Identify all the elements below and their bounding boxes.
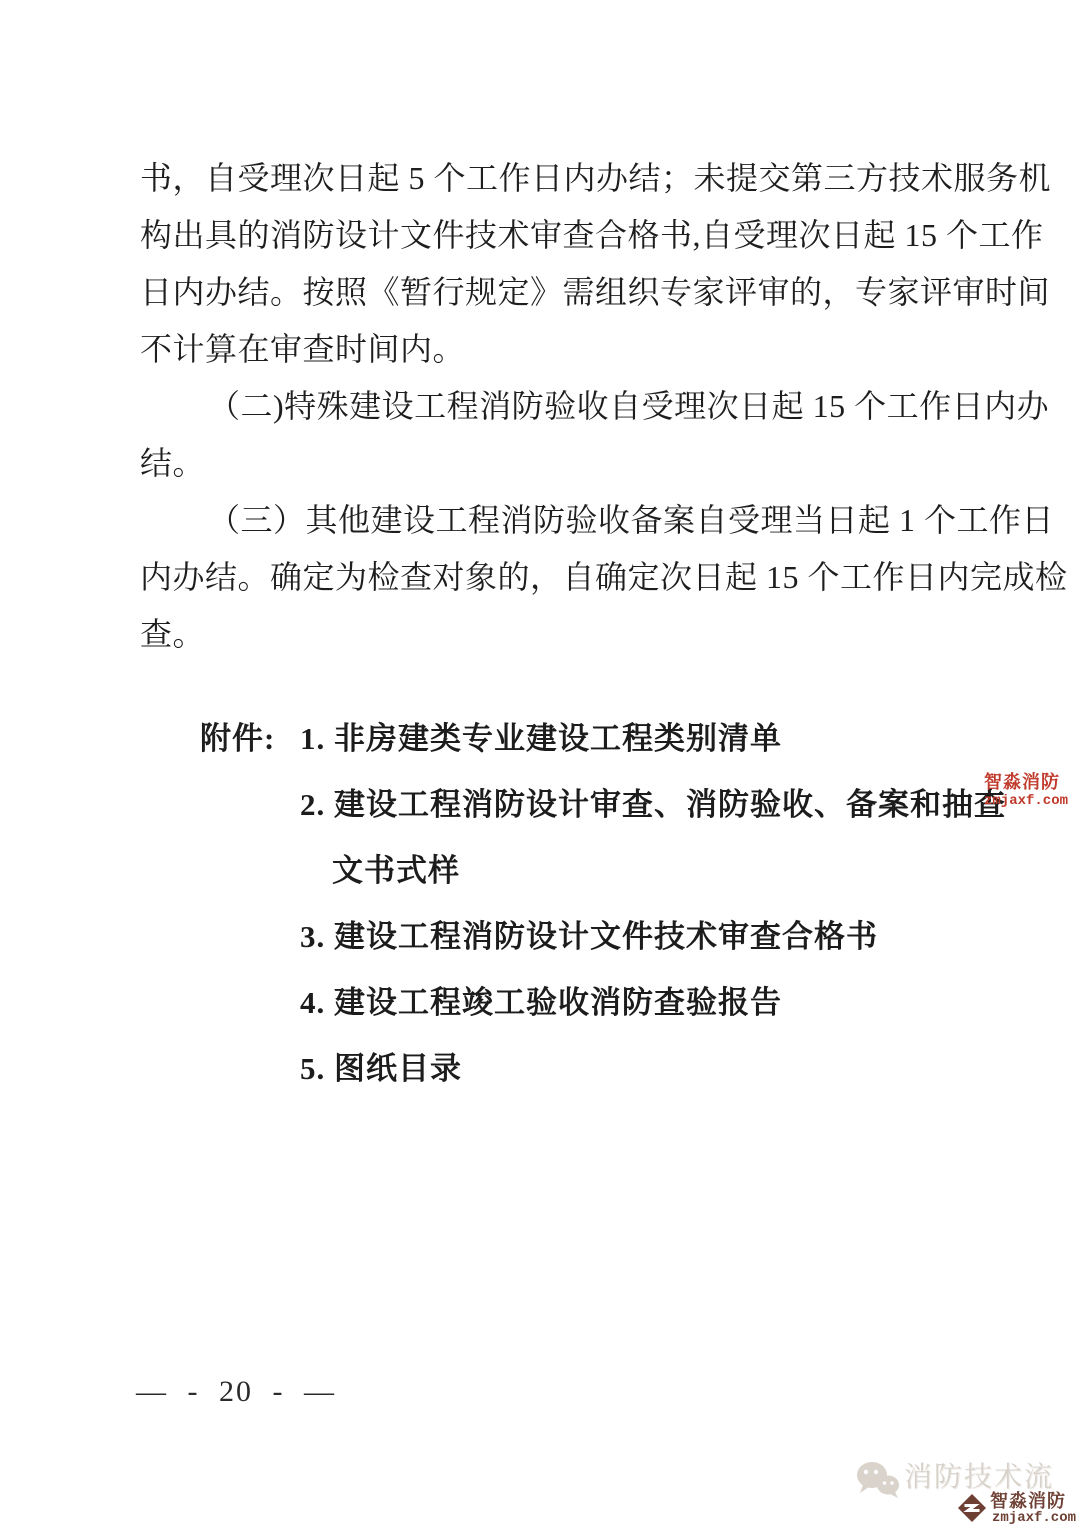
watermark-brand-text: 智淼消防	[990, 1491, 1066, 1511]
attachment-item: 4. 建设工程竣工验收消防查验报告	[300, 985, 782, 1020]
watermark-site-text: zmjaxf.com	[992, 1510, 1077, 1526]
watermark-site-text: zmjaxf.com	[984, 793, 1069, 809]
watermark-bottom-right	[850, 1455, 1080, 1528]
paragraph-item-two	[140, 378, 1050, 492]
attachments-label: 附件:	[200, 721, 276, 756]
page-number: — - 20 - —	[136, 1375, 336, 1408]
text-line: 查。	[140, 616, 206, 652]
watermark-brand-text: 智淼消防	[984, 772, 1060, 792]
paragraph-continued	[140, 150, 1052, 378]
text-line: 书，自受理次日起 5 个工作日内办结；未提交第三方技术服务机	[140, 160, 1052, 196]
attachments-list	[300, 706, 1006, 1102]
attachment-item: 5. 图纸目录	[300, 1051, 462, 1086]
attachment-item: 1. 非房建类专业建设工程类别清单	[300, 721, 782, 756]
paragraph-item-three	[140, 492, 1068, 663]
watermark-channel-name: 消防技术流	[904, 1462, 1055, 1493]
text-line: 不计算在审查时间内。	[140, 331, 466, 367]
text-line: 结。	[140, 445, 206, 481]
brand-diamond-icon	[957, 1493, 987, 1528]
attachment-item: 2. 建设工程消防设计审查、消防验收、备案和抽查	[300, 787, 1006, 822]
watermark-mid-right	[984, 772, 1068, 810]
text-line: （二)特殊建设工程消防验收自受理次日起 15 个工作日内办	[208, 388, 1050, 424]
attachment-item: 3. 建设工程消防设计文件技术审查合格书	[300, 919, 878, 954]
text-line: 构出具的消防设计文件技术审查合格书,自受理次日起 15 个工作	[140, 217, 1044, 253]
attachment-item-continuation: 文书式样	[332, 853, 460, 888]
wechat-icon	[855, 1460, 901, 1505]
text-line: 日内办结。按照《暂行规定》需组织专家评审的，专家评审时间	[140, 274, 1051, 310]
text-line: 内办结。确定为检查对象的，自确定次日起 15 个工作日内完成检	[140, 559, 1068, 595]
text-line: （三）其他建设工程消防验收备案自受理当日起 1 个工作日	[208, 502, 1055, 538]
